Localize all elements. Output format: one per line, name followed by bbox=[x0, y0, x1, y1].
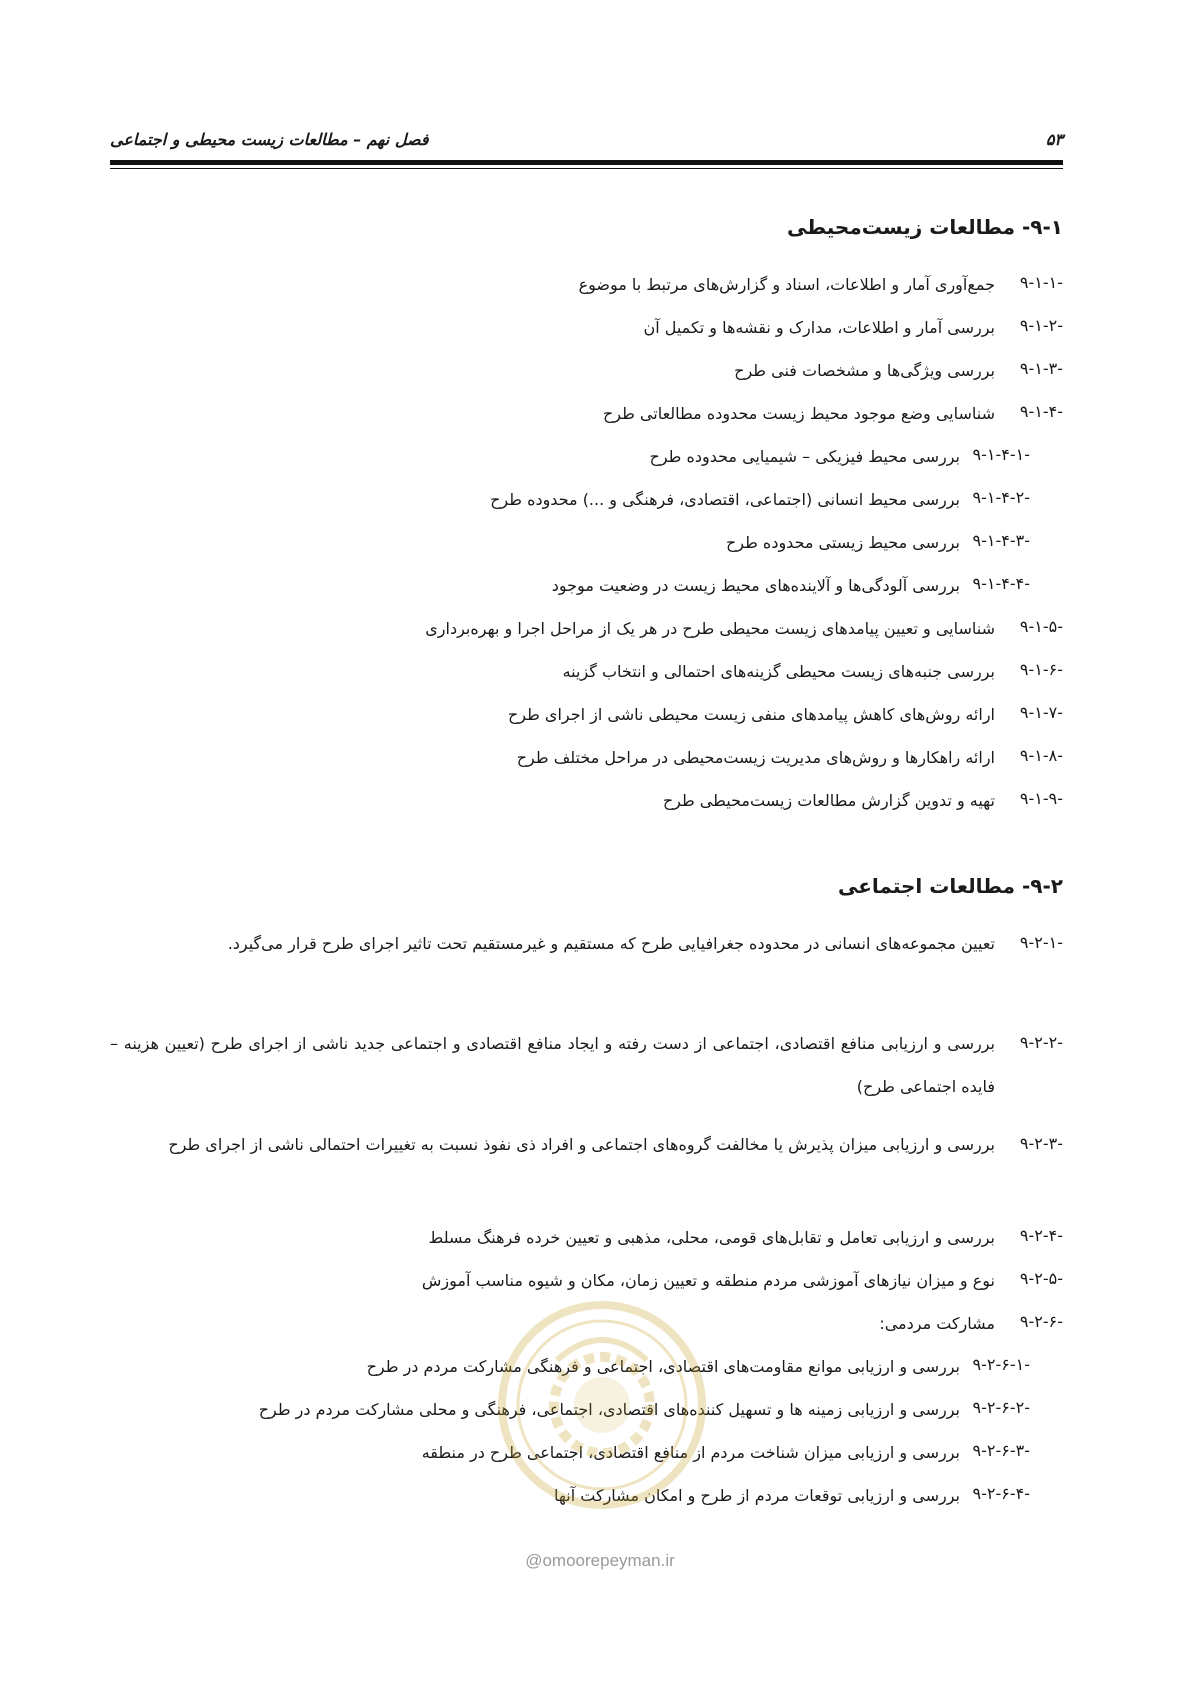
item-number: ۹-۱-۹- bbox=[1019, 789, 1063, 808]
item-number: ۹-۲-۵- bbox=[1019, 1269, 1063, 1288]
item-text: ارائه روش‌های کاهش پیامدهای منفی زیست محیطی ناشی از اجرای طرح bbox=[507, 705, 995, 724]
item-text: جمع‌آوری آمار و اطلاعات، اسناد و گزارش‌های مرتبط با موضوع bbox=[578, 275, 995, 294]
item-number: ۹-۱-۸- bbox=[1019, 746, 1063, 765]
item-text: تهیه و تدوین گزارش مطالعات زیست‌محیطی طرح bbox=[662, 791, 995, 810]
item-text: مشارکت مردمی: bbox=[879, 1314, 995, 1333]
header-rule bbox=[110, 160, 1063, 165]
watermark-site: @omoorepeyman.ir bbox=[525, 1551, 675, 1570]
list-item bbox=[110, 574, 1063, 598]
list-item bbox=[110, 488, 1063, 512]
item-number: ۹-۱-۴-۲- bbox=[972, 488, 1030, 507]
item-text: بررسی و ارزیابی منافع اقتصادی، اجتماعی از دست رفته و ایجاد منافع اقتصادی و اجتماعی جدید ناشی از اجرای طرح (تعیین هزینه – فایده اجتماعی طرح) bbox=[110, 1034, 995, 1096]
item-text: بررسی آمار و اطلاعات، مدارک و نقشه‌ها و تکمیل آن bbox=[643, 318, 995, 337]
item-text: ارائه راهکارها و روش‌های مدیریت زیست‌محیطی در مراحل مختلف طرح bbox=[516, 748, 995, 767]
item-text: بررسی و ارزیابی میزان شناخت مردم از منافع اقتصادی، اجتماعی طرح در منطقه bbox=[421, 1443, 960, 1462]
item-text: بررسی محیط انسانی (اجتماعی، اقتصادی، فرهنگی و ...) محدوده طرح bbox=[490, 490, 960, 509]
item-number: ۹-۱-۴- bbox=[1019, 402, 1063, 421]
list-item bbox=[110, 445, 1063, 469]
page-header bbox=[110, 124, 1063, 154]
item-text: بررسی جنبه‌های زیست محیطی گزینه‌های احتمالی و انتخاب گزینه bbox=[562, 662, 995, 681]
item-number: ۹-۲-۶- bbox=[1019, 1312, 1063, 1331]
item-text: بررسی و ارزیابی موانع مقاومت‌های اقتصادی، اجتماعی و فرهنگی مشارکت مردم در طرح bbox=[366, 1357, 960, 1376]
list-item bbox=[110, 1226, 1063, 1250]
item-text: شناسایی و تعیین پیامدهای زیست محیطی طرح در هر یک از مراحل اجرا و بهره‌برداری bbox=[425, 619, 995, 638]
section-title-environment: ۹-۱- مطالعات زیست‌محیطی bbox=[787, 215, 1063, 239]
item-number: ۹-۱-۳- bbox=[1019, 359, 1063, 378]
list-item bbox=[110, 402, 1063, 426]
item-number: ۹-۱-۴-۴- bbox=[972, 574, 1030, 593]
section-title-social: ۹-۲- مطالعات اجتماعی bbox=[838, 874, 1063, 898]
list-item bbox=[110, 316, 1063, 340]
list-item bbox=[110, 273, 1063, 297]
item-text: بررسی و ارزیابی تعامل و تقابل‌های قومی، محلی، مذهبی و تعیین خرده فرهنگ مسلط bbox=[428, 1228, 995, 1247]
list-item bbox=[110, 703, 1063, 727]
list-item bbox=[110, 1441, 1063, 1465]
item-text: بررسی و ارزیابی میزان پذیرش یا مخالفت گروه‌های اجتماعی و افراد ذی نفوذ نسبت به تغییرات احتمالی ناشی از اجرای طرح bbox=[168, 1135, 995, 1154]
list-item bbox=[110, 922, 1063, 965]
item-number: ۹-۲-۳- bbox=[1019, 1134, 1063, 1153]
page-number: ۵۳ bbox=[1045, 129, 1063, 149]
item-text: بررسی ویژگی‌ها و مشخصات فنی طرح bbox=[734, 361, 995, 380]
item-text: بررسی آلودگی‌ها و آلاینده‌های محیط زیست در وضعیت موجود bbox=[551, 576, 960, 595]
item-number: ۹-۱-۴-۳- bbox=[972, 531, 1030, 550]
item-text: بررسی محیط فیزیکی – شیمیایی محدوده طرح bbox=[649, 447, 960, 466]
item-number: ۹-۱-۱- bbox=[1019, 273, 1063, 292]
list-item bbox=[110, 617, 1063, 641]
item-number: ۹-۱-۴-۱- bbox=[972, 445, 1030, 464]
list-item bbox=[110, 1269, 1063, 1293]
item-text: تعیین مجموعه‌های انسانی در محدوده جغرافیایی طرح که مستقیم و غیرمستقیم تحت تاثیر اجرای طرح قرار می‌گیرد. bbox=[227, 934, 995, 953]
item-number: ۹-۲-۴- bbox=[1019, 1226, 1063, 1245]
list-item bbox=[110, 359, 1063, 383]
item-text: بررسی و ارزیابی توقعات مردم از طرح و امکان مشارکت آنها bbox=[554, 1486, 960, 1505]
item-text: بررسی و ارزیابی زمینه ها و تسهیل کننده‌های اقتصادی، اجتماعی، فرهنگی و محلی مشارکت مردم در طرح bbox=[258, 1400, 960, 1419]
header-rule-thin bbox=[110, 168, 1063, 169]
item-number: ۹-۱-۵- bbox=[1019, 617, 1063, 636]
list-item bbox=[110, 1355, 1063, 1379]
item-number: ۹-۲-۶-۲- bbox=[972, 1398, 1030, 1417]
item-number: ۹-۲-۶-۴- bbox=[972, 1484, 1030, 1503]
list-item bbox=[110, 746, 1063, 770]
list-item bbox=[110, 1312, 1063, 1336]
item-number: ۹-۱-۷- bbox=[1019, 703, 1063, 722]
item-number: ۹-۱-۲- bbox=[1019, 316, 1063, 335]
item-number: ۹-۲-۱- bbox=[1019, 933, 1063, 952]
list-item bbox=[110, 1398, 1063, 1422]
list-item bbox=[110, 1123, 1063, 1166]
item-number: ۹-۱-۶- bbox=[1019, 660, 1063, 679]
item-number: ۹-۲-۶-۳- bbox=[972, 1441, 1030, 1460]
item-text: شناسایی وضع موجود محیط زیست محدوده مطالعاتی طرح bbox=[602, 404, 995, 423]
list-item bbox=[110, 1022, 1063, 1108]
list-item bbox=[110, 531, 1063, 555]
list-item bbox=[110, 789, 1063, 813]
chapter-title: فصل نهم – مطالعات زیست محیطی و اجتماعی bbox=[110, 129, 429, 149]
item-text: بررسی محیط زیستی محدوده طرح bbox=[725, 533, 960, 552]
item-number: ۹-۲-۲- bbox=[1019, 1033, 1063, 1052]
item-number: ۹-۲-۶-۱- bbox=[972, 1355, 1030, 1374]
list-item bbox=[110, 1484, 1063, 1508]
item-text: نوع و میزان نیازهای آموزشی مردم منطقه و تعیین زمان، مکان و شیوه مناسب آموزش bbox=[421, 1271, 995, 1290]
list-item bbox=[110, 660, 1063, 684]
